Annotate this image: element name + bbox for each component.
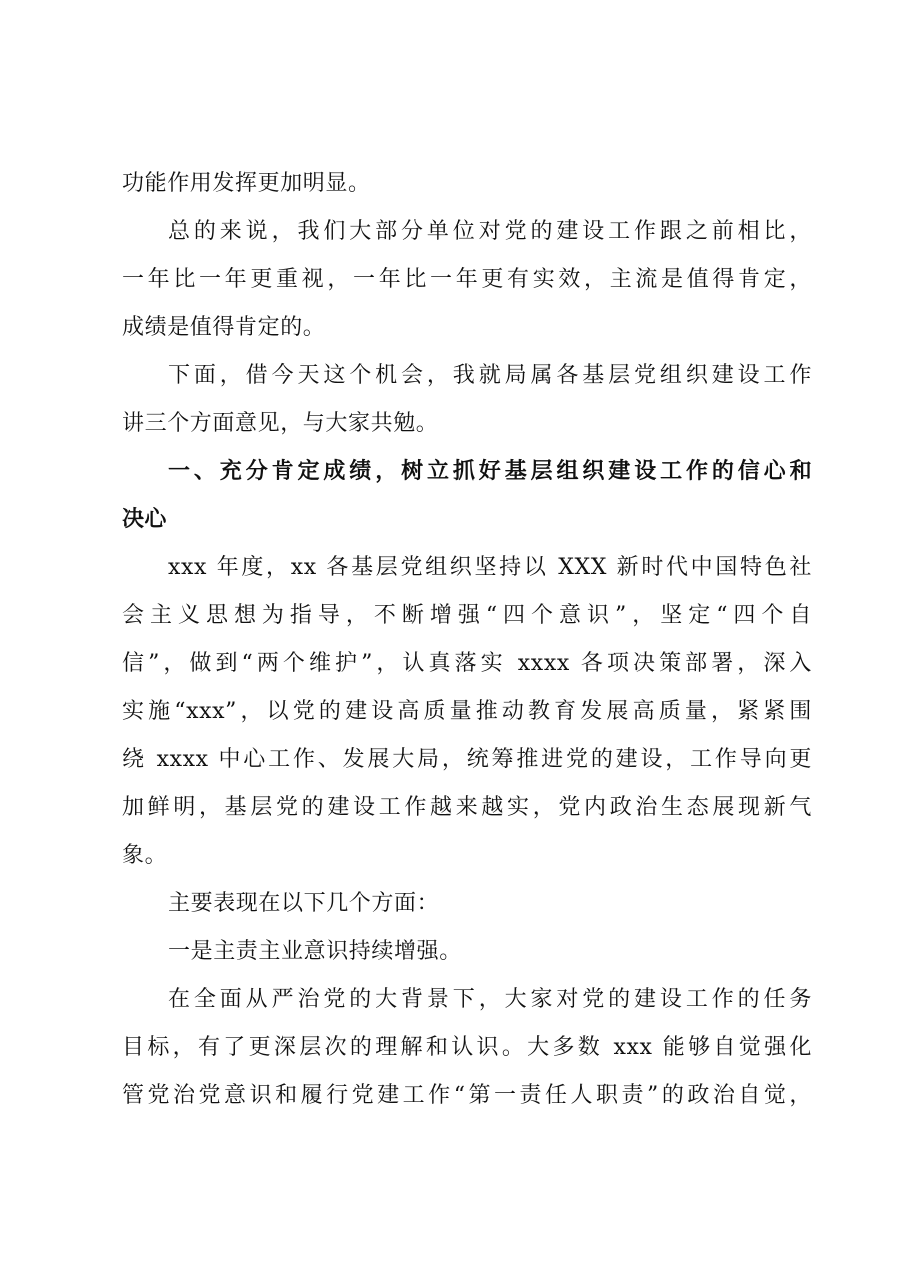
document-body: [122, 160, 812, 1120]
paragraph-line: 象。: [122, 843, 168, 868]
section-heading: 决心: [122, 507, 167, 532]
paragraph-line: 在全面从严治党的大背景下，大家对党的建设工作的任务: [168, 987, 812, 1012]
paragraph-line: 绕 xxxx 中心工作、发展大局，统筹推进党的建设，工作导向更: [122, 747, 812, 772]
paragraph-line: 总的来说，我们大部分单位对党的建设工作跟之前相比，: [168, 219, 812, 244]
paragraph-line: 目标，有了更深层次的理解和认识。大多数 xxx 能够自觉强化: [122, 1035, 812, 1060]
paragraph-line: 功能作用发挥更加明显。: [122, 171, 371, 196]
paragraph-line: 实施“xxx”，以党的建设高质量推动教育发展高质量，紧紧围: [122, 699, 812, 724]
paragraph-line: 加鲜明，基层党的建设工作越来越实，党内政治生态展现新气: [122, 795, 812, 820]
paragraph-line: xxx 年度，xx 各基层党组织坚持以 XXX 新时代中国特色社: [168, 555, 812, 580]
paragraph-line: 成绩是值得肯定的。: [122, 315, 326, 340]
paragraph-line: 一是主责主业意识持续增强。: [168, 939, 462, 964]
paragraph-line: 管党治党意识和履行党建工作“第一责任人职责”的政治自觉，: [122, 1083, 812, 1108]
paragraph-line: 会主义思想为指导，不断增强“四个意识”，坚定“四个自: [122, 603, 812, 628]
paragraph-line: 主要表现在以下几个方面：: [168, 891, 440, 916]
paragraph-line: 下面，借今天这个机会，我就局属各基层党组织建设工作: [168, 363, 812, 388]
paragraph-line: 一年比一年更重视，一年比一年更有实效，主流是值得肯定，: [122, 267, 812, 292]
section-heading: 一、充分肯定成绩，树立抓好基层组织建设工作的信心和: [168, 459, 812, 484]
paragraph-line: 信”，做到“两个维护”，认真落实 xxxx 各项决策部署，深入: [122, 651, 812, 676]
paragraph-line: 讲三个方面意见，与大家共勉。: [122, 411, 439, 436]
